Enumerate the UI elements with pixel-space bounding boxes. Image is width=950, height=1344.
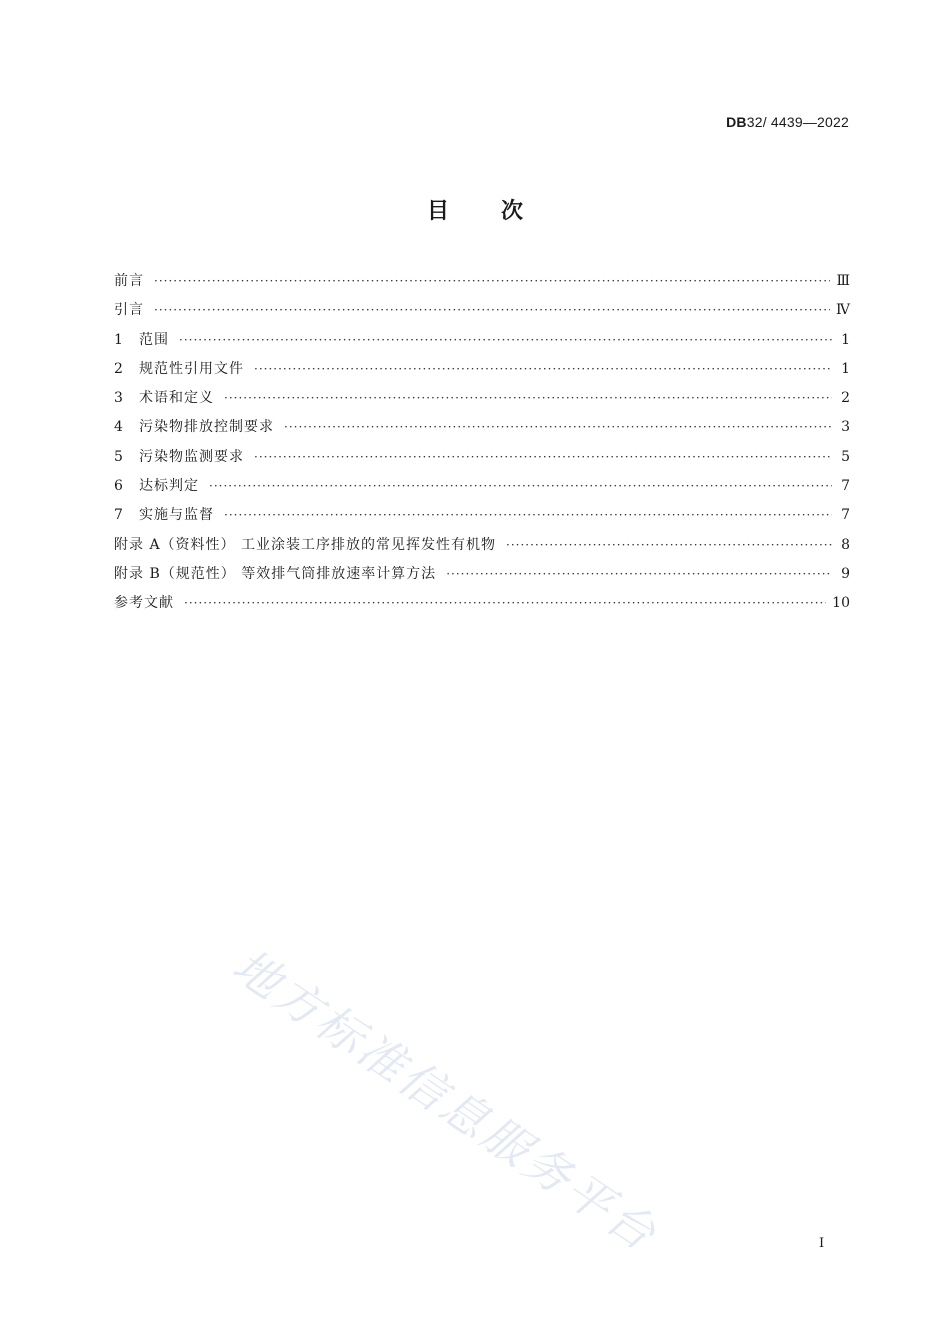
toc-entry-text: 达标判定 [139,478,199,495]
toc-entry-scope[interactable] [114,329,850,358]
toc-entry-monitoring[interactable] [114,446,850,475]
document-code-prefix: DB [726,114,747,130]
toc-leader-dots [446,567,832,581]
toc-entry-page: Ⅳ [836,302,850,319]
toc-entry-page: 2 [841,390,850,407]
toc-leader-dots [179,333,832,347]
toc-leader-dots [224,391,832,405]
toc-entry-text: 前言 [114,273,144,289]
document-code [726,114,849,130]
toc-entry-page: 5 [841,448,850,465]
toc-entry-foreword[interactable] [114,270,850,299]
toc-entry-number: 7 [114,507,123,524]
toc-entry-page: 3 [841,419,850,436]
toc-entry-normative-references[interactable] [114,358,850,387]
toc-entry-page: 1 [841,331,850,348]
toc-entry-implementation[interactable] [114,504,850,533]
toc-leader-dots [154,303,830,317]
toc-leader-dots [254,450,832,464]
toc-entry-text: 规范性引用文件 [139,360,244,377]
document-code-number: 32/ 4439—2022 [746,114,849,130]
toc-entry-text: 引言 [114,302,144,319]
toc-entry-text: 附录 A（资料性） 工业涂装工序排放的常见挥发性有机物 [114,536,497,553]
toc-entry-page: 8 [841,536,850,553]
watermark: 地方标准信息服务平台 [223,938,668,1263]
toc-title: 目次 [426,199,575,224]
toc-entry-text: 参考文献 [114,595,174,612]
toc-entry-text: 附录 B（规范性） 等效排气筒排放速率计算方法 [114,565,437,582]
toc-entry-page: 7 [841,478,850,495]
toc-entry-appendix-b[interactable] [114,563,850,592]
toc-entry-page: Ⅲ [836,273,850,289]
toc-entry-compliance[interactable] [114,475,850,504]
toc-entry-terms-definitions[interactable] [114,387,850,416]
toc-leader-dots [284,420,832,434]
toc-leader-dots [209,479,832,493]
toc-entry-page: 1 [841,360,850,377]
toc-entry-number: 3 [114,390,123,407]
toc-entry-page: 9 [841,565,850,582]
toc-leader-dots [154,274,830,288]
toc-entry-text: 范围 [139,331,169,348]
toc-entry-number: 1 [114,331,123,348]
toc-entry-text: 实施与监督 [139,507,214,524]
page-number: I [819,1236,825,1251]
toc-entry-number: 4 [114,419,123,436]
toc-entry-number: 2 [114,360,123,377]
toc-entry-text: 术语和定义 [139,390,214,407]
toc-leader-dots [506,538,832,552]
toc-leader-dots [184,596,826,610]
toc-entry-text: 污染物排放控制要求 [139,419,274,436]
toc-list [114,270,850,622]
toc-entry-bibliography[interactable] [114,592,850,621]
toc-leader-dots [224,508,832,522]
toc-entry-number: 6 [114,478,123,495]
toc-entry-page: 7 [841,507,850,524]
toc-entry-appendix-a[interactable] [114,534,850,563]
toc-entry-page: 10 [832,595,850,612]
toc-entry-text: 污染物监测要求 [139,448,244,465]
toc-entry-number: 5 [114,448,123,465]
toc-entry-introduction[interactable] [114,299,850,328]
toc-entry-emission-control[interactable] [114,416,850,445]
toc-leader-dots [254,362,832,376]
